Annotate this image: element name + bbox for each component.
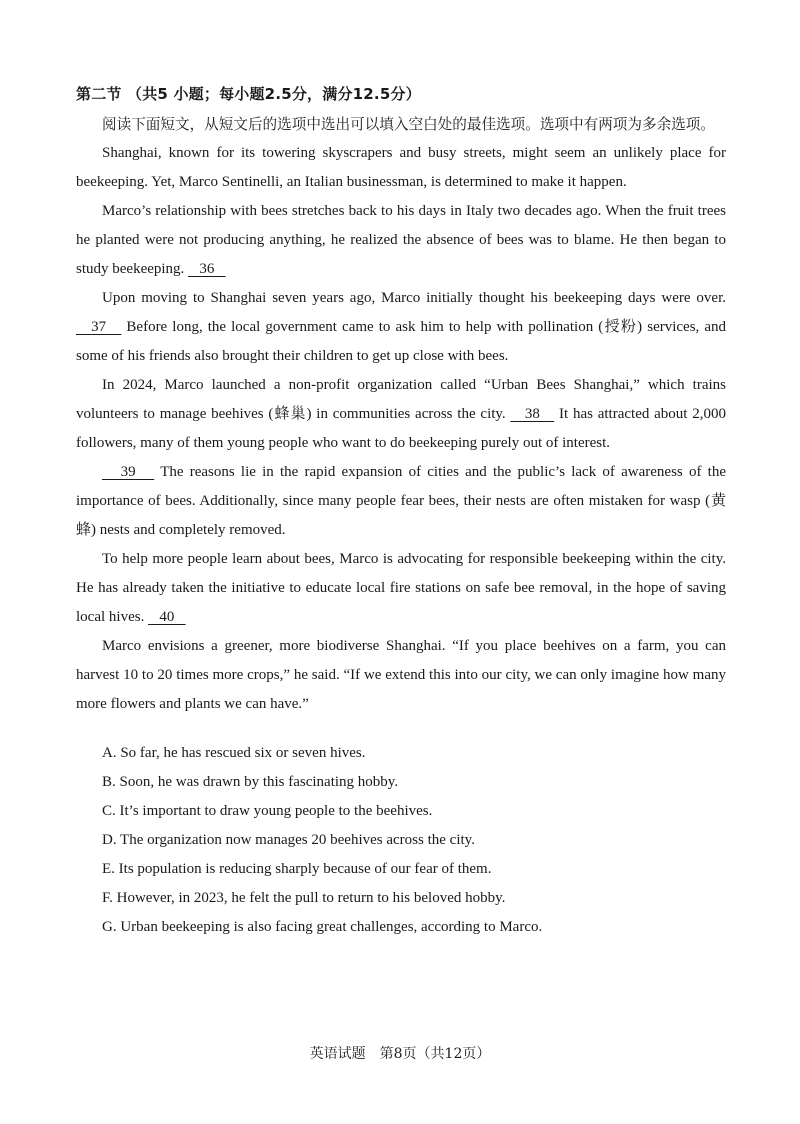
paragraph-text: It has attracted about 2,000 followers, many of them young people who want to do beekeeping purely out of interest. [76,406,727,451]
passage-paragraph-5 [76,458,726,545]
option-d: D. The organization now manages 20 beehives across the city. [102,832,475,848]
blank-38: 38 [510,406,555,422]
option-a: A. So far, he has rescued six or seven hives. [102,745,366,761]
instructions: 阅读下面短文，从短文后的选项中选出可以填入空白处的最佳选项。选项中有两项为多余选项。 [102,116,715,133]
paragraph-text: In 2024, Marco launched a non-profit organization called “Urban Bees Shanghai,” which trains volunteers to manage beehives (蜂巢) in communities across the city. [76,377,726,422]
option-e: E. Its population is reducing sharply because of our fear of them. [102,861,492,877]
passage-paragraph-6 [76,545,726,632]
passage-paragraph-7: Marco envisions a greener, more biodiverse Shanghai. “If you place beehives on a farm, you can harvest 10 to 20 times more crops,” he said. “If we extend this into our city, we can only imagine how many more flowers and plants we can have.” [76,638,726,712]
option-g: G. Urban beekeeping is also facing great challenges, according to Marco. [102,919,543,935]
blank-40: 40 [148,609,186,625]
paragraph-text: To help more people learn about bees, Marco is advocating for responsible beekeeping within the city. He has already taken the initiative to educate local fire stations on safe bee removal, in the hope of saving local hives. [76,551,726,625]
page-footer: 英语试题 第8页（共12页） [309,1046,491,1062]
passage-paragraph-1: Shanghai, known for its towering skyscrapers and busy streets, might seem an unlikely place for beekeeping. Yet, Marco Sentinelli, an Italian businessman, is determined to make it happen. [76,145,726,190]
paragraph-text: Marco’s relationship with bees stretches back to his days in Italy two decades ago. When the fruit trees he planted were not producing anything, he realized the absence of bees was to blame. He then began to study beekeeping. [76,203,726,277]
blank-37: 37 [76,319,122,335]
paragraph-text: The reasons lie in the rapid expansion of cities and the public’s lack of awareness of the importance of bees. Additionally, since many people fear bees, their nests are often mistaken for wasp (黄蜂) nests and completely removed. [76,464,726,538]
passage-paragraph-4 [76,371,726,458]
option-c: C. It’s important to draw young people to the beehives. [102,803,433,819]
exam-page [76,84,726,942]
answer-options [76,739,726,942]
paragraph-text: Before long, the local government came to ask him to help with pollination (授粉) services, and some of his friends also brought their children to get up close with bees. [76,319,727,364]
blank-39: 39 [102,464,155,480]
section-heading: 第二节 （共5 小题；每小题2.5分，满分12.5分） [76,85,421,103]
option-f: F. However, in 2023, he felt the pull to return to his beloved hobby. [102,890,506,906]
passage-paragraph-3 [76,284,726,371]
paragraph-text: Upon moving to Shanghai seven years ago, Marco initially thought his beekeeping days were over. [102,290,726,306]
blank-36: 36 [188,261,226,277]
passage-paragraph-2 [76,197,726,284]
option-b: B. Soon, he was drawn by this fascinating hobby. [102,774,399,790]
